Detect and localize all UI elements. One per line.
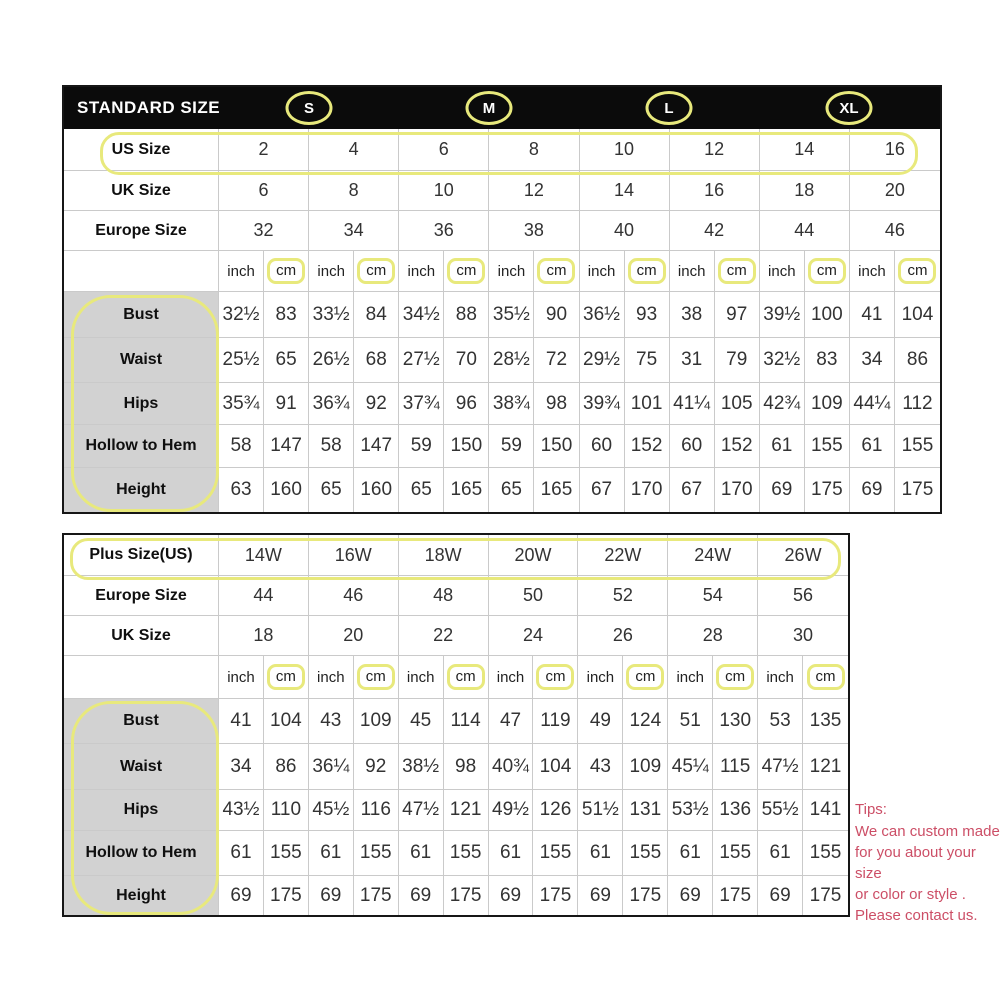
measurement-value-cell: 45½ xyxy=(309,790,354,831)
measurement-value-cell: 61 xyxy=(309,831,354,876)
measurement-value-cell: 152 xyxy=(715,425,760,468)
table-row xyxy=(64,211,940,251)
size-badge-xl: XL xyxy=(826,91,873,125)
cm-highlight-box: cm xyxy=(718,258,756,285)
size-value-cell: 18 xyxy=(760,171,850,211)
measurement-value-cell: 75 xyxy=(625,338,670,383)
size-value-cell: 36 xyxy=(399,211,489,251)
measurement-value-cell: 175 xyxy=(901,479,934,500)
size-value-cell: 22W xyxy=(578,535,668,576)
cm-unit-cell xyxy=(444,251,489,292)
size-value-cell: 44 xyxy=(760,211,850,251)
size-value-cell: 34 xyxy=(309,211,399,251)
standard-size-body xyxy=(64,129,940,512)
measurement-label: Height xyxy=(64,876,219,915)
table-row xyxy=(64,468,940,512)
measurement-value-cell: 155 xyxy=(623,831,668,876)
measurement-value-cell: 69 xyxy=(399,876,444,915)
measurement-value-cell: 147 xyxy=(264,425,309,468)
size-value-cell: 24 xyxy=(489,616,579,656)
cm-highlight-box: cm xyxy=(267,664,305,691)
measurement-value-cell: 61 xyxy=(578,831,623,876)
measurement-value-cell: 150 xyxy=(444,425,489,468)
measurement-value-cell: 38½ xyxy=(399,744,444,790)
inch-unit-cell: inch xyxy=(219,251,264,292)
measurement-value-cell: 92 xyxy=(354,744,399,790)
inch-unit-cell: inch xyxy=(219,656,264,699)
row-label: Plus Size(US) xyxy=(64,535,219,576)
cm-unit-cell xyxy=(533,656,578,699)
measurement-value-cell: 126 xyxy=(533,790,578,831)
plus-size-table xyxy=(62,533,850,917)
measurement-value-cell: 34 xyxy=(219,744,264,790)
measurement-value-cell: 130 xyxy=(713,699,758,744)
measurement-value-cell: 83 xyxy=(805,338,850,383)
measurement-label: Bust xyxy=(64,292,219,338)
table-row xyxy=(64,535,848,576)
measurement-value-cell: 160 xyxy=(354,468,399,512)
size-value-cell: 16 xyxy=(850,129,940,171)
measurement-value-cell: 49½ xyxy=(489,790,534,831)
measurement-value-cell: 40¾ xyxy=(489,744,534,790)
size-value-cell: 18 xyxy=(219,616,309,656)
measurement-value-cell: 109 xyxy=(805,383,850,425)
inch-unit-cell: inch xyxy=(309,656,354,699)
inch-unit-cell: inch xyxy=(758,656,803,699)
measurement-value-cell: 41 xyxy=(219,699,264,744)
cm-highlight-box: cm xyxy=(808,258,846,285)
measurement-value-cell: 69 xyxy=(309,876,354,915)
measurement-value-cell: 69 xyxy=(758,876,803,915)
cm-unit-cell xyxy=(803,656,848,699)
cm-highlight-box: cm xyxy=(807,664,845,691)
measurement-value-cell: 28½ xyxy=(489,338,534,383)
measurement-value-cell: 104 xyxy=(264,699,309,744)
cm-highlight-box: cm xyxy=(536,664,574,691)
size-value-cell: 24W xyxy=(668,535,758,576)
measurement-value-cell: 170 xyxy=(625,468,670,512)
measurement-value-cell: 86 xyxy=(895,338,940,383)
measurement-value-cell: 34½ xyxy=(399,292,444,338)
measurement-value-cell: 58 xyxy=(309,425,354,468)
measurement-label: Height xyxy=(64,468,219,512)
size-value-cell: 30 xyxy=(758,616,848,656)
measurement-value-cell: 37¾ xyxy=(399,383,444,425)
measurement-value-cell: 43 xyxy=(578,744,623,790)
size-value-cell: 20 xyxy=(850,171,940,211)
measurement-value-cell: 109 xyxy=(623,744,668,790)
measurement-value-cell: 150 xyxy=(534,425,579,468)
measurement-value-cell: 47½ xyxy=(758,744,803,790)
measurement-value-cell: 47½ xyxy=(399,790,444,831)
measurement-value-cell: 65 xyxy=(399,468,444,512)
cm-unit-cell xyxy=(534,251,579,292)
table-row xyxy=(64,876,848,915)
measurement-value-cell: 110 xyxy=(264,790,309,831)
measurement-value-cell: 65 xyxy=(489,468,534,512)
size-value-cell: 44 xyxy=(219,576,309,616)
cm-unit-cell xyxy=(354,251,399,292)
measurement-value-cell: 59 xyxy=(399,425,444,468)
size-value-cell: 32 xyxy=(219,211,309,251)
measurement-value-cell: 70 xyxy=(444,338,489,383)
table-row xyxy=(64,338,940,383)
measurement-value-cell: 72 xyxy=(534,338,579,383)
size-value-cell: 26W xyxy=(758,535,848,576)
measurement-label: Hollow to Hem xyxy=(64,425,219,468)
measurement-value-cell: 114 xyxy=(444,699,489,744)
measurement-value-cell: 155 xyxy=(803,831,848,876)
measurement-value-cell: 61 xyxy=(850,425,895,468)
measurement-value-cell: 69 xyxy=(219,876,264,915)
measurement-value-cell: 165 xyxy=(444,468,489,512)
inch-unit-cell: inch xyxy=(399,656,444,699)
size-value-cell: 4 xyxy=(309,129,399,171)
measurement-value-cell: 119 xyxy=(533,699,578,744)
measurement-value-cell: 121 xyxy=(803,744,848,790)
measurement-value-cell: 49 xyxy=(578,699,623,744)
size-value-cell: 22 xyxy=(399,616,489,656)
cm-unit-cell xyxy=(264,251,309,292)
measurement-value-cell: 104 xyxy=(533,744,578,790)
measurement-label: Waist xyxy=(64,338,219,383)
measurement-value-cell: 101 xyxy=(625,383,670,425)
measurement-value-cell: 69 xyxy=(578,876,623,915)
measurement-value-cell: 69 xyxy=(489,876,534,915)
cm-highlight-box: cm xyxy=(716,664,754,691)
size-value-cell: 18W xyxy=(399,535,489,576)
inch-unit-cell: inch xyxy=(580,251,625,292)
size-badge-s: S xyxy=(286,91,333,125)
measurement-value-cell: 51 xyxy=(668,699,713,744)
measurement-value-cell: 155 xyxy=(533,831,578,876)
row-label: Europe Size xyxy=(64,576,219,616)
measurement-value-cell: 65 xyxy=(309,468,354,512)
cm-highlight-box: cm xyxy=(447,664,485,691)
measurement-value-cell: 86 xyxy=(264,744,309,790)
measurement-value-cell: 69 xyxy=(668,876,713,915)
cm-highlight-box: cm xyxy=(626,664,664,691)
size-value-cell: 46 xyxy=(850,211,940,251)
measurement-value-cell: 61 xyxy=(760,425,805,468)
measurement-value-cell: 98 xyxy=(534,383,579,425)
measurement-value-cell: 91 xyxy=(264,383,309,425)
size-value-cell: 46 xyxy=(309,576,399,616)
measurement-value-cell: 36¼ xyxy=(309,744,354,790)
measurement-value-cell: 43 xyxy=(309,699,354,744)
size-value-cell: 42 xyxy=(670,211,760,251)
measurement-value-cell: 38¾ xyxy=(489,383,534,425)
measurement-value-cell: 67 xyxy=(580,468,625,512)
size-value-cell: 38 xyxy=(489,211,579,251)
measurement-value-cell: 155 xyxy=(444,831,489,876)
size-value-cell: 14 xyxy=(760,129,850,171)
measurement-value-cell: 42¾ xyxy=(760,383,805,425)
measurement-value-cell: 45 xyxy=(399,699,444,744)
measurement-value-cell: 32½ xyxy=(760,338,805,383)
measurement-value-cell: 51½ xyxy=(578,790,623,831)
inch-unit-cell: inch xyxy=(578,656,623,699)
measurement-label: Hips xyxy=(64,790,219,831)
measurement-value-cell: 39¾ xyxy=(580,383,625,425)
table-row xyxy=(64,425,940,468)
measurement-value-cell: 136 xyxy=(713,790,758,831)
measurement-value-cell: 61 xyxy=(489,831,534,876)
table-row xyxy=(64,129,940,171)
measurement-value-cell: 58 xyxy=(219,425,264,468)
row-label: UK Size xyxy=(64,616,219,656)
measurement-value-cell: 61 xyxy=(399,831,444,876)
measurement-label: Hips xyxy=(64,383,219,425)
measurement-label: Bust xyxy=(64,699,219,744)
measurement-value-cell: 27½ xyxy=(399,338,444,383)
size-value-cell: 12 xyxy=(670,129,760,171)
measurement-value-cell: 33½ xyxy=(309,292,354,338)
tips-line: Please contact us. xyxy=(855,907,978,924)
measurement-value-cell: 61 xyxy=(668,831,713,876)
measurement-value-cell: 105 xyxy=(715,383,760,425)
inch-unit-cell: inch xyxy=(399,251,444,292)
measurement-value-cell: 53 xyxy=(758,699,803,744)
measurement-value-cell: 155 xyxy=(805,425,850,468)
cm-unit-cell xyxy=(805,251,850,292)
size-value-cell: 20W xyxy=(489,535,579,576)
custom-made-tips xyxy=(855,799,1000,926)
table-row xyxy=(64,744,848,790)
measurement-value-cell: 175 xyxy=(354,876,399,915)
tips-lines xyxy=(855,821,1000,926)
size-value-cell: 10 xyxy=(580,129,670,171)
inch-unit-cell: inch xyxy=(489,656,534,699)
table-row xyxy=(64,576,848,616)
size-value-cell: 26 xyxy=(578,616,668,656)
cm-unit-cell xyxy=(715,251,760,292)
size-value-cell: 56 xyxy=(758,576,848,616)
size-value-cell: 48 xyxy=(399,576,489,616)
measurement-value-cell: 61 xyxy=(758,831,803,876)
measurement-value-cell: 141 xyxy=(803,790,848,831)
measurement-value-cell: 84 xyxy=(354,292,399,338)
measurement-value-cell: 53½ xyxy=(668,790,713,831)
cm-highlight-box: cm xyxy=(357,258,395,285)
measurement-value-cell: 35½ xyxy=(489,292,534,338)
size-value-cell: 6 xyxy=(399,129,489,171)
table-row xyxy=(64,292,940,338)
tips-line: We can custom made xyxy=(855,823,1000,840)
measurement-value-cell: 60 xyxy=(670,425,715,468)
cm-unit-cell xyxy=(895,251,940,292)
table-row xyxy=(64,616,848,656)
measurement-value-cell: 124 xyxy=(623,699,668,744)
measurement-value-cell: 45¼ xyxy=(668,744,713,790)
measurement-value-cell: 65 xyxy=(264,338,309,383)
measurement-value-cell: 69 xyxy=(760,468,805,512)
measurement-value-cell: 100 xyxy=(805,292,850,338)
size-value-cell: 2 xyxy=(219,129,309,171)
measurement-value-cell: 152 xyxy=(625,425,670,468)
measurement-value-cell: 116 xyxy=(354,790,399,831)
standard-size-header xyxy=(64,87,940,129)
inch-unit-cell: inch xyxy=(670,251,715,292)
cm-highlight-box: cm xyxy=(267,258,305,285)
measurement-value-cell: 160 xyxy=(264,468,309,512)
measurement-value-cell: 68 xyxy=(354,338,399,383)
measurement-value-cell: 155 xyxy=(354,831,399,876)
measurement-value-cell: 60 xyxy=(580,425,625,468)
size-value-cell: 54 xyxy=(668,576,758,616)
table-row xyxy=(64,383,940,425)
row-label: Europe Size xyxy=(64,211,219,251)
measurement-value-cell: 61 xyxy=(219,831,264,876)
row-label: US Size xyxy=(64,129,219,171)
measurement-value-cell: 175 xyxy=(713,876,758,915)
measurement-value-cell: 131 xyxy=(623,790,668,831)
measurement-value-cell: 83 xyxy=(264,292,309,338)
row-label: UK Size xyxy=(64,171,219,211)
cm-highlight-box: cm xyxy=(898,258,936,285)
measurement-value-cell: 39½ xyxy=(760,292,805,338)
table-row xyxy=(64,699,848,744)
measurement-value-cell: 88 xyxy=(444,292,489,338)
size-value-cell: 8 xyxy=(489,129,579,171)
measurement-value-cell: 43½ xyxy=(219,790,264,831)
measurement-value-cell: 47 xyxy=(489,699,534,744)
measurement-value-cell: 79 xyxy=(715,338,760,383)
plus-size-body xyxy=(64,535,848,915)
measurement-value-cell: 135 xyxy=(803,699,848,744)
measurement-value-cell: 36¾ xyxy=(309,383,354,425)
measurement-value-cell: 104 xyxy=(895,292,940,338)
size-value-cell: 8 xyxy=(309,171,399,211)
measurement-value-cell: 98 xyxy=(444,744,489,790)
size-value-cell: 50 xyxy=(489,576,579,616)
size-value-cell: 52 xyxy=(578,576,668,616)
measurement-value-cell: 34 xyxy=(850,338,895,383)
standard-size-table xyxy=(62,85,942,514)
cm-unit-cell xyxy=(625,251,670,292)
measurement-value-cell: 38 xyxy=(670,292,715,338)
inch-unit-cell: inch xyxy=(309,251,354,292)
measurement-value-cell: 41¼ xyxy=(670,383,715,425)
size-value-cell: 14 xyxy=(580,171,670,211)
unit-row-label xyxy=(64,656,219,699)
cm-highlight-box: cm xyxy=(628,258,666,285)
size-value-cell: 10 xyxy=(399,171,489,211)
measurement-value-cell: 175 xyxy=(623,876,668,915)
cm-unit-cell xyxy=(713,656,758,699)
measurement-value-cell: 93 xyxy=(625,292,670,338)
measurement-value-cell: 109 xyxy=(354,699,399,744)
table-row xyxy=(64,656,848,699)
measurement-label: Hollow to Hem xyxy=(64,831,219,876)
inch-unit-cell: inch xyxy=(850,251,895,292)
table-row xyxy=(64,171,940,211)
cm-unit-cell xyxy=(354,656,399,699)
measurement-value-cell: 175 xyxy=(444,876,489,915)
cm-unit-cell xyxy=(444,656,489,699)
inch-unit-cell: inch xyxy=(760,251,805,292)
size-badge-m: M xyxy=(466,91,513,125)
measurement-value-cell: 69 xyxy=(850,468,895,512)
measurement-value-cell: 165 xyxy=(534,468,579,512)
measurement-value-cell: 175 xyxy=(264,876,309,915)
cm-highlight-box: cm xyxy=(447,258,485,285)
measurement-value-cell: 35¾ xyxy=(219,383,264,425)
measurement-value-cell: 44¼ xyxy=(850,383,895,425)
table-row xyxy=(64,251,940,292)
measurement-value-cell: 175 xyxy=(809,884,842,906)
tips-title: Tips: xyxy=(855,801,887,818)
table-row xyxy=(64,831,848,876)
measurement-value-cell: 29½ xyxy=(580,338,625,383)
measurement-value-cell: 175 xyxy=(805,468,850,512)
measurement-value-cell: 41 xyxy=(850,292,895,338)
measurement-value-cell: 115 xyxy=(713,744,758,790)
measurement-value-cell: 31 xyxy=(670,338,715,383)
cm-highlight-box: cm xyxy=(357,664,395,691)
size-value-cell: 20 xyxy=(309,616,399,656)
measurement-value-cell: 55½ xyxy=(758,790,803,831)
size-value-cell: 16W xyxy=(309,535,399,576)
size-value-cell: 12 xyxy=(489,171,579,211)
measurement-value-cell: 36½ xyxy=(580,292,625,338)
measurement-value-cell: 96 xyxy=(444,383,489,425)
tips-line: or color or style . xyxy=(855,886,966,903)
measurement-value-cell: 26½ xyxy=(309,338,354,383)
measurement-value-cell: 90 xyxy=(534,292,579,338)
standard-size-title: STANDARD SIZE xyxy=(77,98,221,117)
measurement-value-cell: 155 xyxy=(264,831,309,876)
measurement-value-cell: 32½ xyxy=(219,292,264,338)
cm-unit-cell xyxy=(623,656,668,699)
table-row xyxy=(64,790,848,831)
size-badge-l: L xyxy=(646,91,693,125)
measurement-value-cell: 121 xyxy=(444,790,489,831)
measurement-value-cell: 25½ xyxy=(219,338,264,383)
measurement-value-cell: 59 xyxy=(489,425,534,468)
measurement-value-cell: 155 xyxy=(895,425,940,468)
size-value-cell: 6 xyxy=(219,171,309,211)
measurement-value-cell: 63 xyxy=(219,468,264,512)
cm-unit-cell xyxy=(264,656,309,699)
measurement-value-cell: 175 xyxy=(533,876,578,915)
inch-unit-cell: inch xyxy=(489,251,534,292)
measurement-value-cell: 92 xyxy=(354,383,399,425)
measurement-value-cell: 155 xyxy=(713,831,758,876)
measurement-value-cell: 67 xyxy=(670,468,715,512)
size-value-cell: 16 xyxy=(670,171,760,211)
size-value-cell: 40 xyxy=(580,211,670,251)
measurement-label: Waist xyxy=(64,744,219,790)
measurement-value-cell: 97 xyxy=(715,292,760,338)
size-value-cell: 28 xyxy=(668,616,758,656)
measurement-value-cell: 147 xyxy=(354,425,399,468)
measurement-value-cell: 170 xyxy=(715,468,760,512)
unit-row-label xyxy=(64,251,219,292)
cm-highlight-box: cm xyxy=(537,258,575,285)
tips-line: for you about your size xyxy=(855,844,976,882)
inch-unit-cell: inch xyxy=(668,656,713,699)
measurement-value-cell: 112 xyxy=(895,383,940,425)
size-value-cell: 14W xyxy=(219,535,309,576)
